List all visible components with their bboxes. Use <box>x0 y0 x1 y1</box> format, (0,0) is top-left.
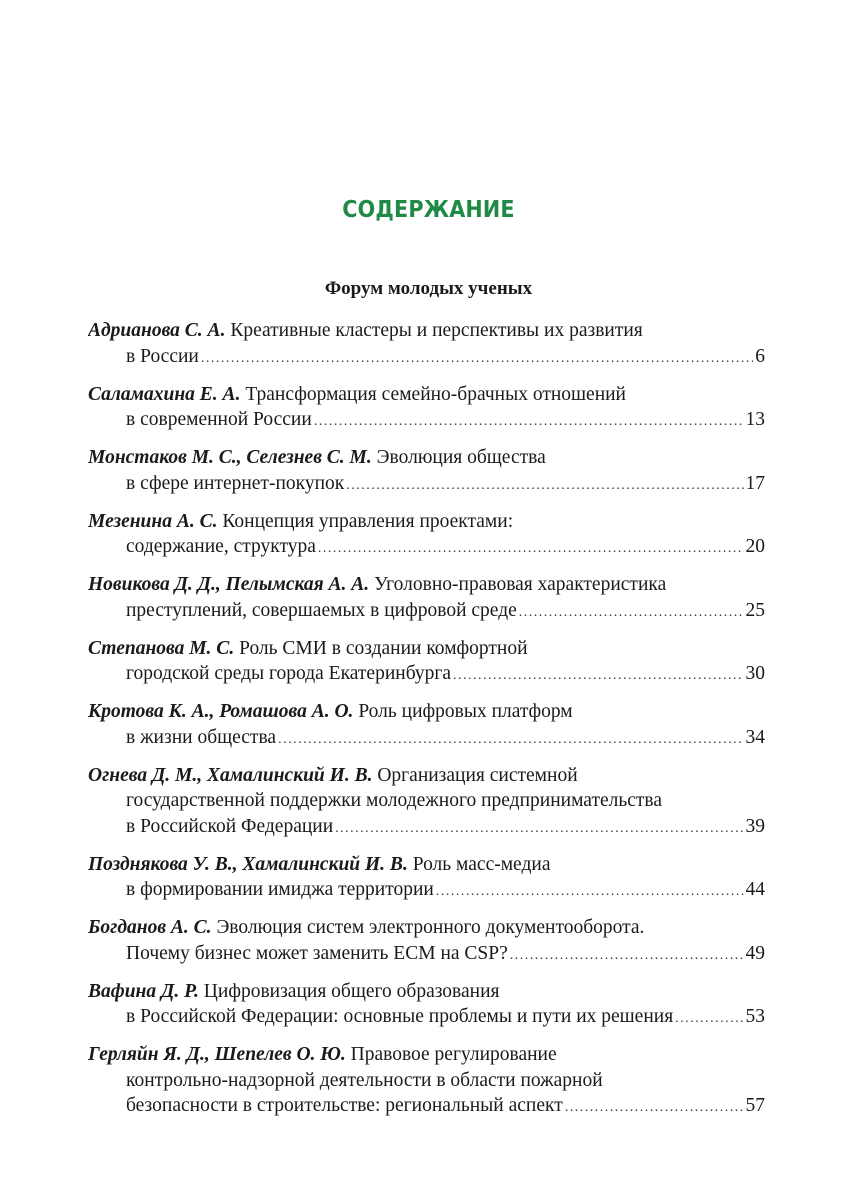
toc-title-start: Цифровизация общего образования <box>203 980 500 1002</box>
dot-leader <box>510 943 744 969</box>
dot-leader <box>201 346 753 372</box>
toc-entry-last-line <box>88 877 765 905</box>
dot-leader <box>314 409 744 435</box>
toc-author: Степанова М. С. <box>88 637 235 659</box>
toc-entry[interactable] <box>88 852 765 905</box>
toc-entry-first-line <box>88 509 765 535</box>
toc-entry-last-line <box>88 1004 765 1032</box>
toc-page-number[interactable]: 17 <box>745 472 765 494</box>
toc-entry[interactable] <box>88 763 765 842</box>
toc-page-number[interactable]: 20 <box>745 536 765 557</box>
toc-title-start: Уголовно-правовая характеристика <box>374 574 667 595</box>
toc-title-start: Эволюция систем электронного документооборота. <box>216 917 645 938</box>
toc-entry[interactable] <box>88 915 765 968</box>
toc-entry-first-line <box>88 445 765 471</box>
toc-page-number[interactable]: 6 <box>755 345 765 367</box>
toc-entry[interactable] <box>88 979 765 1032</box>
toc-entry-first-line <box>88 699 765 725</box>
toc-entry[interactable] <box>88 445 765 498</box>
toc-author: Мезенина А. С. <box>88 510 218 532</box>
dot-leader <box>453 663 743 689</box>
toc-entry-last-line <box>88 534 765 562</box>
toc-page-number[interactable]: 25 <box>745 599 765 621</box>
toc-author: Позднякова У. В., Хамалинский И. В. <box>88 853 408 875</box>
toc-page-number[interactable]: 49 <box>745 942 765 964</box>
toc-title-start: Трансформация семейно-брачных отношений <box>245 383 626 405</box>
toc-entry-last-line <box>88 1093 765 1121</box>
table-of-contents <box>88 318 765 1131</box>
dot-leader <box>565 1095 744 1121</box>
toc-entry[interactable] <box>88 1042 765 1121</box>
toc-title-end: содержание, структура <box>126 536 316 557</box>
toc-entry-first-line <box>88 1042 765 1068</box>
toc-title-start: Эволюция общества <box>376 447 546 468</box>
toc-page-number[interactable]: 44 <box>745 879 765 900</box>
toc-title-start: Креативные кластеры и перспективы их развития <box>230 320 643 341</box>
toc-author: Герляйн Я. Д., Шепелев О. Ю. <box>88 1044 346 1065</box>
toc-title-end: Почему бизнес может заменить ECM на CSP? <box>126 942 508 964</box>
toc-author: Адрианова С. А. <box>88 320 226 341</box>
toc-author: Кротова К. А., Ромашова А. О. <box>88 701 354 722</box>
toc-entry-last-line <box>88 814 765 842</box>
toc-title-start: Роль цифровых платформ <box>358 701 573 722</box>
dot-leader <box>318 536 744 562</box>
toc-entry-first-line <box>88 318 765 344</box>
toc-entry-first-line <box>88 763 765 789</box>
toc-entry-last-line <box>88 941 765 969</box>
toc-title-end: преступлений, совершаемых в цифровой среде <box>126 599 517 621</box>
toc-title-continuation: государственной поддержки молодежного предпринимательства <box>126 790 663 811</box>
toc-title-start: Роль СМИ в создании комфортной <box>239 637 528 659</box>
toc-title-end: безопасности в строительстве: региональный аспект <box>126 1095 563 1116</box>
toc-entry[interactable] <box>88 572 765 625</box>
toc-entry-last-line <box>88 471 765 499</box>
toc-page-number[interactable]: 57 <box>745 1095 765 1116</box>
toc-entry[interactable] <box>88 699 765 752</box>
toc-entry-first-line <box>88 979 765 1005</box>
toc-entry-last-line <box>88 725 765 753</box>
toc-entry-first-line <box>88 852 765 878</box>
toc-page-number[interactable]: 34 <box>745 726 765 748</box>
toc-page-number[interactable]: 30 <box>745 663 765 684</box>
toc-title-start: Роль масс-медиа <box>412 853 551 875</box>
toc-title-end: городской среды города Екатеринбурга <box>126 663 452 684</box>
toc-title-end: в формировании имиджа территории <box>126 879 434 900</box>
toc-author: Богданов А. С. <box>88 917 212 938</box>
toc-entry-first-line <box>88 636 765 662</box>
dot-leader <box>278 727 743 753</box>
toc-title-end: в Российской Федерации <box>126 815 334 837</box>
toc-title-end: в России <box>126 345 199 367</box>
toc-entry-first-line <box>88 382 765 408</box>
toc-entry[interactable] <box>88 509 765 562</box>
toc-entry[interactable] <box>88 636 765 689</box>
toc-title-start: Концепция управления проектами: <box>222 510 514 532</box>
toc-title-start: Правовое регулирование <box>350 1044 557 1065</box>
toc-page-number[interactable]: 13 <box>745 409 765 430</box>
toc-entry-first-line <box>88 572 765 598</box>
toc-entry-last-line <box>88 344 765 372</box>
toc-page-number[interactable]: 53 <box>745 1006 765 1027</box>
dot-leader <box>335 816 743 842</box>
toc-title-end: в сфере интернет-покупок <box>126 472 345 494</box>
toc-title-end: в современной России <box>126 409 312 430</box>
toc-entry-last-line <box>88 598 765 626</box>
toc-page-number[interactable]: 39 <box>745 815 765 837</box>
toc-title-continuation: контрольно-надзорной деятельности в области пожарной <box>126 1069 603 1091</box>
dot-leader <box>675 1006 743 1032</box>
section-title: Форум молодых ученых <box>324 278 533 299</box>
toc-title-end: в жизни общества <box>126 726 277 748</box>
dot-leader <box>436 879 744 905</box>
toc-title-end: в Российской Федерации: основные проблемы и пути их решения <box>126 1006 674 1027</box>
toc-entry-last-line <box>88 407 765 435</box>
toc-author: Новикова Д. Д., Пелымская А. А. <box>88 574 370 595</box>
dot-leader <box>519 600 744 626</box>
toc-entry[interactable] <box>88 382 765 435</box>
toc-author: Огнева Д. М., Хамалинский И. В. <box>88 764 373 786</box>
toc-entry-first-line <box>88 915 765 941</box>
toc-author: Саламахина Е. А. <box>88 383 241 405</box>
toc-title-start: Организация системной <box>377 764 578 786</box>
toc-entry-last-line <box>88 661 765 689</box>
toc-entry[interactable] <box>88 318 765 371</box>
toc-author: Монстаков М. С., Селезнев С. М. <box>88 447 372 468</box>
toc-author: Вафина Д. Р. <box>88 980 199 1002</box>
dot-leader <box>346 473 743 499</box>
page-title: СОДЕРЖАНИЕ <box>342 197 515 223</box>
